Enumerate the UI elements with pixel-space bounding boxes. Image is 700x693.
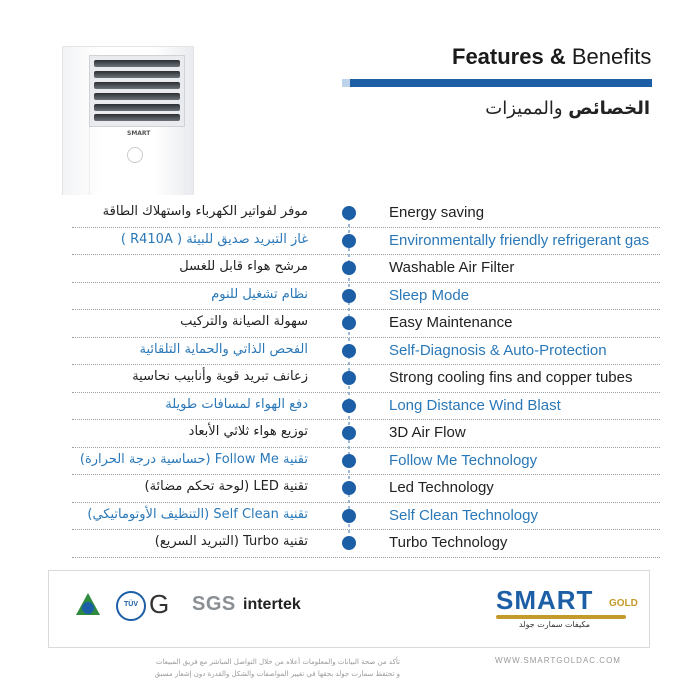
feature-label-en: Energy saving: [389, 204, 485, 221]
feature-row: [0, 503, 700, 531]
title-ar-light: والمميزات: [485, 98, 569, 119]
feature-row: [0, 448, 700, 476]
feature-label-ar: تقنية LED (لوحة تحكم مضائة): [144, 479, 308, 494]
bullet-dot-icon: [342, 481, 356, 495]
bullet-dot-icon: [342, 536, 356, 550]
feature-label-ar: سهولة الصيانة والتركيب: [180, 314, 308, 329]
feature-label-en: Turbo Technology: [389, 534, 508, 551]
bullet-dot-icon: [342, 399, 356, 413]
grille-slat: [94, 60, 180, 67]
bullet-dot-icon: [342, 261, 356, 275]
logo-swoosh: [496, 615, 626, 619]
bullet-dot-icon: [342, 371, 356, 385]
feature-label-en: 3D Air Flow: [389, 424, 466, 441]
bullet-dot-icon: [342, 289, 356, 303]
feature-label-ar: تقنية Turbo (التبريد السريع): [154, 534, 308, 549]
feature-row: [0, 475, 700, 503]
website-url: WWW.SMARTGOLDAC.COM: [495, 656, 621, 665]
title-underline: [350, 79, 652, 87]
title-en-light: Benefits: [565, 44, 652, 69]
saso-logo: [74, 591, 102, 619]
smart-gold-logo: SMART: [496, 585, 594, 615]
feature-label-ar: مرشح هواء قابل للغسل: [179, 259, 308, 274]
feature-label-ar: الفحص الذاتي والحماية التلقائية: [139, 341, 308, 357]
logos-panel: [48, 570, 650, 648]
sgs-logo: SGS: [192, 593, 236, 615]
feature-row: [0, 200, 700, 228]
feature-row: [0, 283, 700, 311]
feature-label-en: Strong cooling fins and copper tubes: [389, 369, 633, 386]
grille-slat: [94, 114, 180, 121]
disclaimer-line-1: تأكد من صحة البيانات والمعلومات أعلاه من خلال التواصل المباشر مع فريق المبيعات: [155, 658, 400, 666]
bullet-dot-icon: [342, 454, 356, 468]
smart-gold-suffix: GOLD: [609, 598, 638, 609]
feature-label-en: Environmentally friendly refrigerant gas: [389, 231, 650, 249]
feature-label-en: Sleep Mode: [389, 286, 470, 304]
feature-row: [0, 365, 700, 393]
tuv-logo: TÜV: [116, 591, 146, 621]
grille-slat: [94, 71, 180, 78]
bullet-dot-icon: [342, 344, 356, 358]
air-conditioner-image: [62, 46, 194, 195]
feature-label-ar: تقنية Follow Me (حساسية درجة الحرارة): [79, 451, 308, 467]
feature-label-ar: موفر لفواتير الكهرباء واستهلاك الطاقة: [102, 204, 308, 219]
unit-brand-label: SMART: [127, 130, 151, 137]
feature-label-en: Follow Me Technology: [389, 451, 538, 469]
feature-label-en: Long Distance Wind Blast: [389, 396, 561, 414]
feature-label-en: Self Clean Technology: [389, 506, 538, 524]
feature-row: [0, 255, 700, 283]
feature-label-en: Self-Diagnosis & Auto-Protection: [389, 341, 607, 359]
grille-slat: [94, 104, 180, 111]
grille-slat: [94, 93, 180, 100]
title-en-bold: Features &: [452, 44, 566, 69]
feature-label-en: Led Technology: [389, 479, 494, 496]
feature-label-en: Washable Air Filter: [389, 259, 515, 276]
feature-label-ar: غاز التبريد صديق للبيئة ( R410A ): [120, 231, 308, 247]
bullet-dot-icon: [342, 234, 356, 248]
page-title-en: [452, 44, 651, 70]
bullet-dot-icon: [342, 426, 356, 440]
feature-row: [0, 338, 700, 366]
intertek-logo: intertek: [243, 596, 301, 613]
feature-row: [0, 420, 700, 448]
grille-slat: [94, 82, 180, 89]
feature-label-ar: نظام تشغيل للنوم: [211, 286, 308, 302]
feature-label-en: Easy Maintenance: [389, 314, 513, 331]
feature-row: [0, 310, 700, 338]
bullet-dot-icon: [342, 509, 356, 523]
disclaimer-line-2: و تحتفظ سمارت جولد بحقها في تغيير المواصفات والشكل والقدرة دون إشعار مسبق: [154, 670, 400, 678]
feature-row: [0, 393, 700, 421]
feature-row: [0, 530, 700, 558]
page-title-ar: [485, 98, 650, 119]
feature-label-ar: تقنية Self Clean (التنظيف الأوتوماتيكي): [87, 506, 308, 522]
bullet-dot-icon: [342, 316, 356, 330]
feature-label-ar: توزيع هواء ثلاثي الأبعاد: [188, 424, 308, 439]
feature-label-ar: دفع الهواء لمسافات طويلة: [165, 396, 308, 412]
row-divider: [72, 557, 660, 558]
title-ar-bold: الخصائص: [568, 98, 650, 119]
feature-label-ar: زعانف تبريد قوية وأنابيب نحاسية: [132, 369, 308, 384]
g-mark-logo: G: [149, 589, 170, 619]
brand-tagline-ar: مكيفات سمارت جولد: [519, 620, 591, 629]
control-knob: [127, 147, 143, 163]
bullet-dot-icon: [342, 206, 356, 220]
feature-row: [0, 228, 700, 256]
air-grille: [89, 55, 185, 127]
